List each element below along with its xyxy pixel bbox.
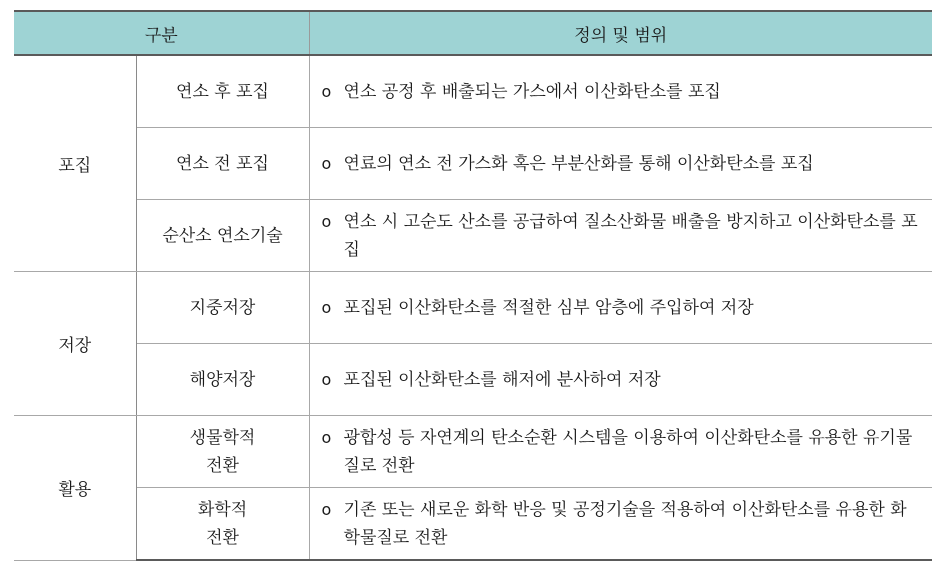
definition-text: 포집된 이산화탄소를 해저에 분사하여 저장 [343,369,661,390]
table-row [14,416,932,488]
definition-cell [309,272,932,344]
category-utilization: 활용 [14,416,136,561]
sub-category: 지중저장 [136,272,309,344]
definition-text: 포집된 이산화탄소를 적절한 심부 암층에 주입하여 저장 [343,297,754,318]
bullet-icon: o [321,81,332,101]
sub-category: 연소 후 포집 [136,55,309,128]
table-row [14,128,932,200]
definition-cell [309,128,932,200]
definition-cell [309,55,932,128]
sub-category: 해양저장 [136,344,309,416]
definition-text: 기존 또는 새로운 화학 반응 및 공정기술을 적용하여 이산화탄소를 유용한 화학물질로 전환 [343,499,907,548]
bullet-icon: o [321,427,332,447]
category-capture: 포집 [14,55,136,272]
table-row [14,488,932,561]
category-storage: 저장 [14,272,136,416]
sub-category [136,416,309,488]
definition-cell [309,488,932,561]
table-header-row [14,11,932,55]
table-row [14,344,932,416]
bullet-icon: o [321,369,332,389]
sub-category [136,488,309,561]
bullet-icon: o [321,211,332,231]
definition-cell [309,344,932,416]
ccus-definition-table [14,10,932,561]
sub-category-line: 전환 [206,455,239,476]
definition-text: 연료의 연소 전 가스화 혹은 부분산화를 통해 이산화탄소를 포집 [343,153,814,174]
bullet-icon: o [321,297,332,317]
definition-text: 광합성 등 자연계의 탄소순환 시스템을 이용하여 이산화탄소를 유용한 유기물질로 전환 [343,427,913,476]
sub-category-line: 전환 [206,527,239,548]
header-definition: 정의 및 범위 [309,11,932,55]
table-row [14,200,932,272]
table-row [14,55,932,128]
definition-text: 연소 공정 후 배출되는 가스에서 이산화탄소를 포집 [343,81,721,102]
definition-cell [309,200,932,272]
bullet-icon: o [321,153,332,173]
sub-category-line: 화학적 [197,499,248,520]
bullet-icon: o [321,499,332,519]
definition-cell [309,416,932,488]
header-category: 구분 [14,11,309,55]
definition-text: 연소 시 고순도 산소를 공급하여 질소산화물 배출을 방지하고 이산화탄소를 포집 [343,211,918,260]
table-row [14,272,932,344]
sub-category: 순산소 연소기술 [136,200,309,272]
sub-category: 연소 전 포집 [136,128,309,200]
sub-category-line: 생물학적 [189,427,256,448]
